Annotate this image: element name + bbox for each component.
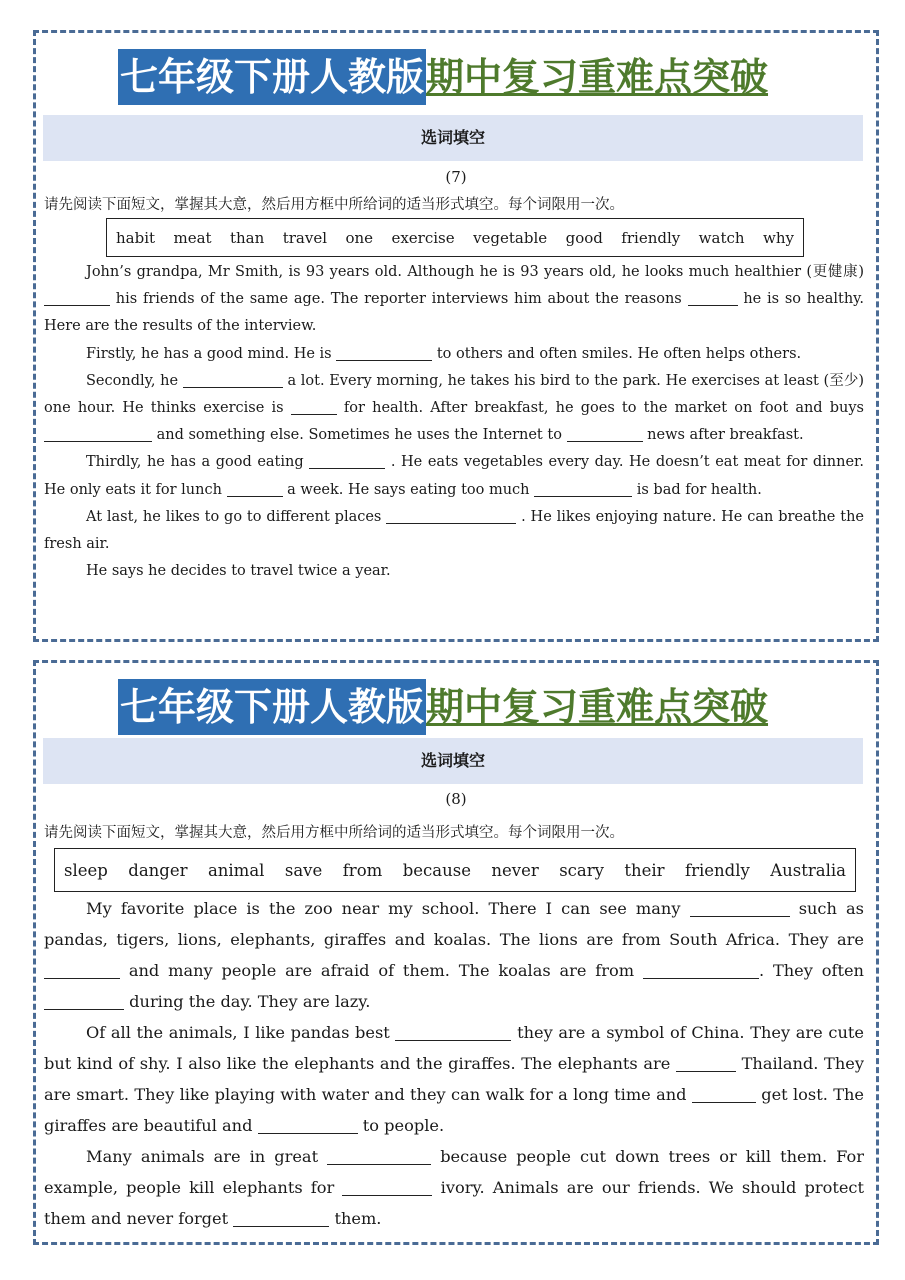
answer-blank[interactable]	[327, 1148, 431, 1165]
answer-blank[interactable]	[386, 508, 516, 524]
paragraph: My favorite place is the zoo near my school. There I can see many such as pandas, tigers, lions, elephants, giraffes and koalas. The lions are from South Africa. They are and many people are afraid of them. The koalas are from . They often during the day. They are lazy.	[44, 899, 864, 1011]
answer-blank[interactable]	[44, 962, 120, 979]
word-bank-item: meat	[173, 228, 212, 247]
paragraph: He says he decides to travel twice a year.	[86, 563, 391, 580]
answer-blank[interactable]	[534, 481, 632, 497]
exercise-card-8	[33, 660, 879, 1245]
passage-7	[44, 259, 864, 585]
paragraph: John’s grandpa, Mr Smith, is 93 years old. Although he is 93 years old, he looks much healthier (更健康) his friends of the same age. The reporter interviews him about the reasons he is so healthy. Here are the results of the interview.	[44, 264, 865, 335]
answer-blank[interactable]	[227, 481, 283, 497]
word-bank-item: animal	[207, 860, 265, 880]
paragraph: Many animals are in great because people cut down trees or kill them. For example, people kill elephants for ivory. Animals are our friends. We should protect them and never forget them.	[44, 1147, 864, 1228]
title-green-part: 期中复习重难点突破	[426, 684, 769, 729]
answer-blank[interactable]	[44, 291, 110, 307]
paragraph: At last, he likes to go to different places . He likes enjoying nature. He can breathe the fresh air.	[44, 508, 864, 553]
word-bank-item: travel	[282, 228, 328, 247]
answer-blank[interactable]	[309, 454, 385, 470]
page-title	[118, 679, 768, 735]
word-bank-item: from	[342, 860, 383, 880]
title-green-part: 期中复习重难点突破	[426, 54, 769, 99]
answer-blank[interactable]	[643, 962, 759, 979]
paragraph: Thirdly, he has a good eating . He eats vegetables every day. He doesn’t eat meat for dinner. He only eats it for lunch a week. He says eating too much is bad for health.	[44, 454, 864, 498]
page-title	[118, 49, 768, 105]
exercise-card-7	[33, 30, 879, 642]
word-bank	[54, 848, 856, 892]
word-bank-item: good	[565, 228, 603, 247]
word-bank-item: friendly	[684, 860, 750, 880]
word-bank-item: friendly	[621, 228, 681, 247]
word-bank-item: watch	[698, 228, 745, 247]
answer-blank[interactable]	[233, 1210, 329, 1227]
word-bank	[106, 218, 804, 257]
title-blue-part: 七年级下册人教版	[118, 49, 426, 105]
exercise-number: (7)	[445, 168, 467, 186]
answer-blank[interactable]	[44, 993, 124, 1010]
answer-blank[interactable]	[183, 372, 283, 388]
paragraph: Firstly, he has a good mind. He is to others and often smiles. He often helps others.	[86, 345, 802, 362]
word-bank-item: vegetable	[473, 228, 548, 247]
answer-blank[interactable]	[692, 1086, 756, 1103]
paragraph: Of all the animals, I like pandas best they are a symbol of China. They are cute but kind of shy. I also like the elephants and the giraffes. The elephants are Thailand. They are smart. They like playing with water and they can walk for a long time and get lost. The giraffes are beautiful and to people.	[44, 1023, 865, 1135]
word-bank-item: their	[624, 860, 665, 880]
answer-blank[interactable]	[336, 345, 432, 361]
title-blue-part: 七年级下册人教版	[118, 679, 426, 735]
word-bank-item: because	[402, 860, 471, 880]
word-bank-item: exercise	[391, 228, 455, 247]
answer-blank[interactable]	[395, 1024, 511, 1041]
answer-blank[interactable]	[690, 900, 790, 917]
answer-blank[interactable]	[567, 427, 643, 443]
word-bank-item: scary	[559, 860, 604, 880]
word-bank-item: save	[284, 860, 323, 880]
word-bank-item: why	[762, 228, 794, 247]
answer-blank[interactable]	[688, 291, 738, 307]
instructions: 请先阅读下面短文，掌握其大意，然后用方框中所给词的适当形式填空。每个词限用一次。	[44, 197, 624, 213]
word-bank-item: habit	[116, 228, 156, 247]
answer-blank[interactable]	[258, 1117, 358, 1134]
word-bank-item: than	[229, 228, 265, 247]
section-heading: 选词填空	[43, 115, 863, 161]
exercise-number: (8)	[445, 790, 467, 808]
word-bank-item: Australia	[770, 860, 846, 880]
section-heading: 选词填空	[43, 738, 863, 784]
instructions: 请先阅读下面短文，掌握其大意，然后用方框中所给词的适当形式填空。每个词限用一次。	[44, 825, 624, 841]
word-bank-item: danger	[128, 860, 188, 880]
answer-blank[interactable]	[291, 400, 337, 416]
word-bank-item: sleep	[64, 860, 108, 880]
word-bank-item: one	[345, 228, 374, 247]
answer-blank[interactable]	[676, 1055, 736, 1072]
word-bank-item: never	[491, 860, 539, 880]
answer-blank[interactable]	[342, 1179, 432, 1196]
passage-8	[44, 893, 864, 1234]
paragraph: Secondly, he a lot. Every morning, he takes his bird to the park. He exercises at least (至少) one hour. He thinks exercise is for health. After breakfast, he goes to the market on foot and buys and something else. Sometimes he uses the Internet to news after breakfast.	[44, 372, 865, 444]
answer-blank[interactable]	[44, 427, 152, 443]
